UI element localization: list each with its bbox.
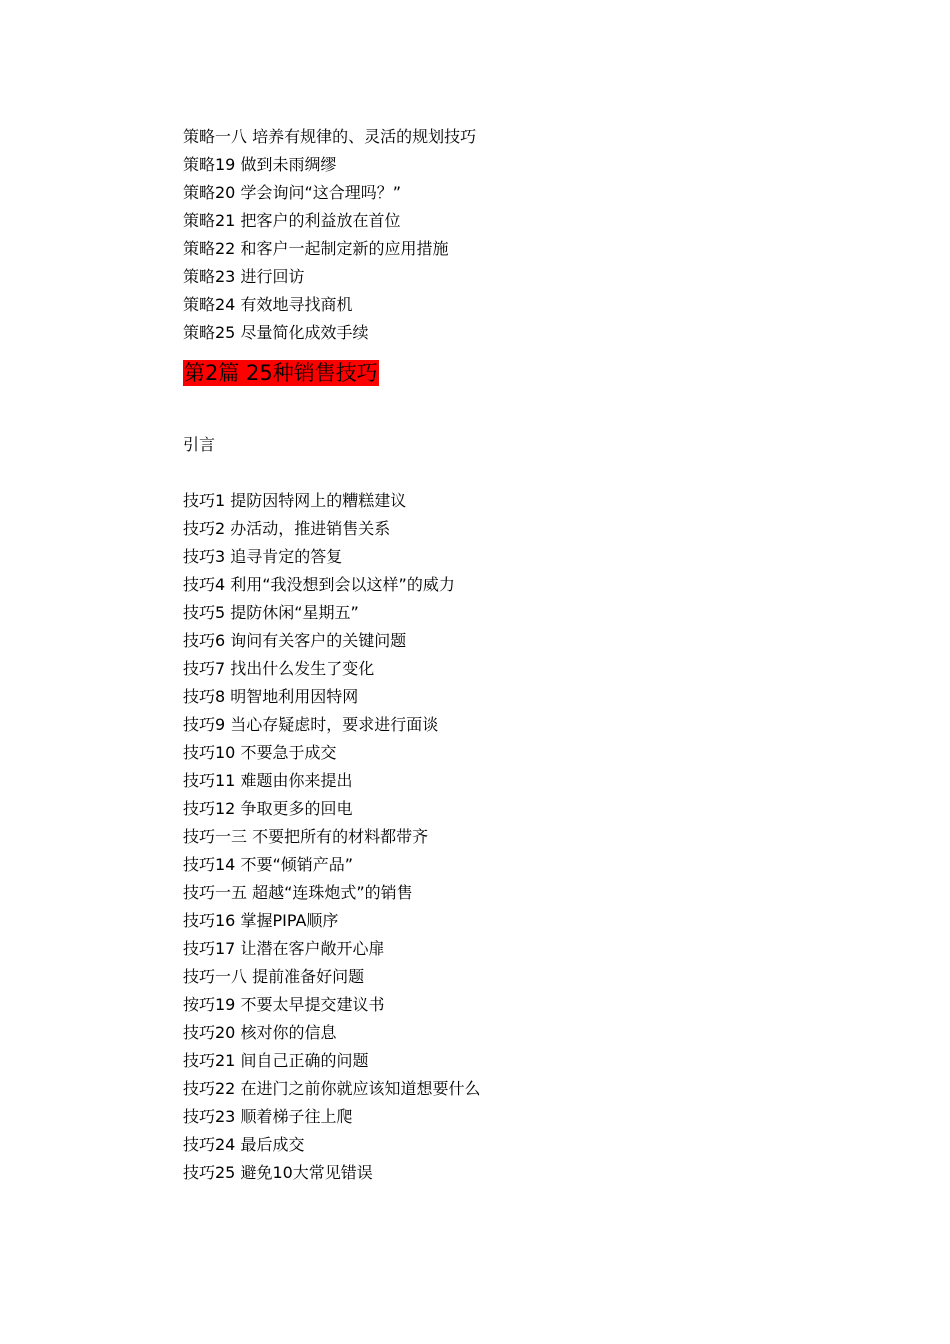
technique-item: 技巧12 争取更多的回电 xyxy=(183,799,353,818)
technique-item: 技巧8 明智地利用因特网 xyxy=(183,687,359,706)
technique-item: 技巧2 办活动，推进销售关系 xyxy=(183,519,391,538)
technique-item: 技巧23 顺着梯子往上爬 xyxy=(183,1107,353,1126)
technique-item: 技巧1 提防因特网上的糟糕建议 xyxy=(183,491,407,510)
technique-item: 技巧25 避免10大常见错误 xyxy=(183,1163,373,1182)
technique-item: 技巧17 让潜在客户敞开心扉 xyxy=(183,939,385,958)
technique-item: 技巧7 找出什么发生了变化 xyxy=(183,659,375,678)
section-heading-wrap xyxy=(183,360,883,400)
technique-list xyxy=(183,487,883,1187)
technique-item: 技巧一八 提前准备好问题 xyxy=(183,967,365,986)
section-heading: 第2篇 25种销售技巧 xyxy=(184,361,378,385)
technique-item: 技巧11 难题由你来提出 xyxy=(183,771,353,790)
technique-item: 技巧4 利用“我没想到会以这样”的威力 xyxy=(183,575,455,594)
strategy-item: 策略20 学会询问“这合理吗？” xyxy=(183,183,402,202)
strategy-item: 策略25 尽量简化成效手续 xyxy=(183,323,369,342)
technique-item: 按巧19 不要太早提交建议书 xyxy=(183,995,385,1014)
technique-item: 技巧16 掌握PIPA顺序 xyxy=(183,911,339,930)
technique-item: 技巧3 追寻肯定的答复 xyxy=(183,547,343,566)
document-page xyxy=(183,123,883,1187)
technique-item: 技巧24 最后成交 xyxy=(183,1135,305,1154)
technique-item: 技巧10 不要急于成交 xyxy=(183,743,337,762)
technique-item: 技巧5 提防休闲“星期五” xyxy=(183,603,359,622)
technique-item: 技巧6 询问有关客户的关键问题 xyxy=(183,631,407,650)
strategy-item: 策略一八 培养有规律的、灵活的规划技巧 xyxy=(183,127,477,146)
technique-item: 技巧9 当心存疑虑时，要求进行面谈 xyxy=(183,715,439,734)
strategy-item: 策略19 做到未雨绸缪 xyxy=(183,155,337,174)
technique-item: 技巧14 不要“倾销产品” xyxy=(183,855,354,874)
strategy-item: 策略22 和客户一起制定新的应用措施 xyxy=(183,239,449,258)
strategy-item: 策略24 有效地寻找商机 xyxy=(183,295,353,314)
intro-label: 引言 xyxy=(183,435,216,454)
strategy-item: 策略23 进行回访 xyxy=(183,267,305,286)
strategy-list xyxy=(183,123,883,347)
technique-item: 技巧21 间自己正确的问题 xyxy=(183,1051,369,1070)
spacer xyxy=(183,459,883,487)
technique-item: 技巧20 核对你的信息 xyxy=(183,1023,337,1042)
technique-item: 技巧22 在进门之前你就应该知道想要什么 xyxy=(183,1079,481,1098)
technique-item: 技巧一五 超越“连珠炮式”的销售 xyxy=(183,883,413,902)
technique-item: 技巧一三 不要把所有的材料都带齐 xyxy=(183,827,429,846)
strategy-item: 策略21 把客户的利益放在首位 xyxy=(183,211,401,230)
